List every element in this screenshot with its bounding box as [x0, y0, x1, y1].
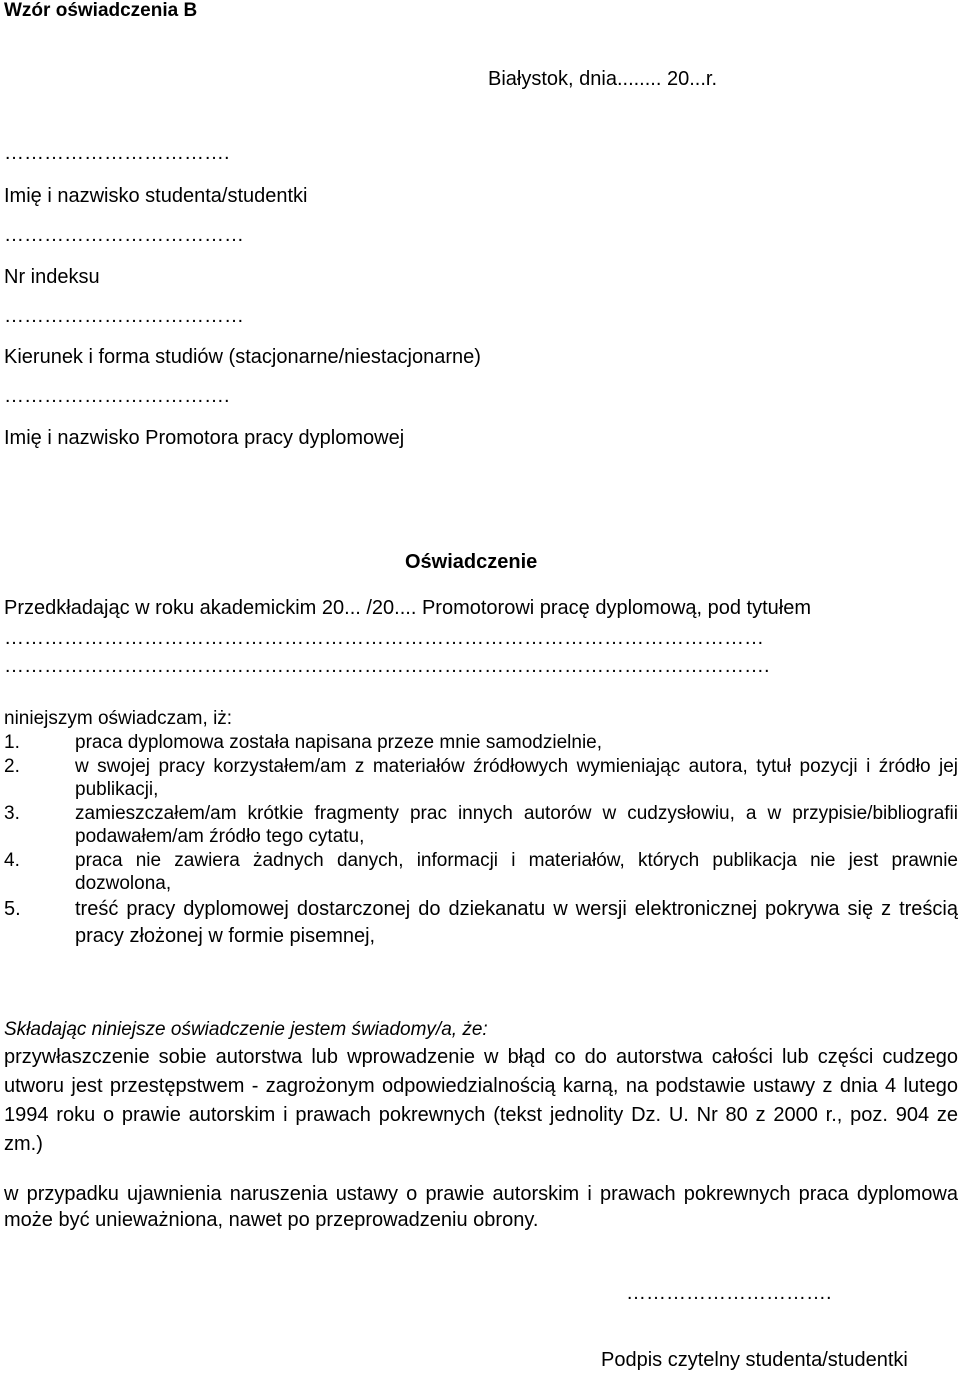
supervisor-name-label: Imię i nazwisko Promotora pracy dyplomowej	[4, 427, 405, 449]
statement-item	[4, 755, 958, 801]
student-name-dots: …………………………….	[4, 142, 230, 164]
statement-item-number: 4.	[4, 850, 20, 871]
awareness-lead: Składając niniejsze oświadczenie jestem świadomy/a, że:	[4, 1019, 488, 1040]
awareness-paragraph-copyright: przywłaszczenie sobie autorstwa lub wprowadzenie w błąd co do autorstwa całości lub części cudzego utworu jest przestępstwem - zagrożonym odpowiedzialnością karną, na podstawie ustawy z dnia 4 lutego 1994 roku o prawie autorskim i prawach pokrewnych (tekst jednolity Dz. U. Nr 80 z 2000 r., poz. 904 ze zm.)	[4, 1046, 958, 1155]
statement-item-text: praca nie zawiera żadnych danych, informacji i materiałów, których publikacja nie jest prawnie dozwolona,	[75, 850, 958, 894]
statement-item	[4, 896, 958, 950]
statement-item-text: zamieszczałem/am krótkie fragmenty prac innych autorów w cudzysłowiu, a w przypisie/bibliografii podawałem/am źródło tego cytatu,	[75, 803, 958, 847]
statement-item-number: 3.	[4, 803, 20, 824]
thesis-title-dots-2: …………………………………………………………………………………………………….	[4, 655, 770, 677]
awareness-paragraph-annulment: w przypadku ujawnienia naruszenia ustawy o prawie autorskim i prawach pokrewnych praca dyplomowa może być unieważniona, nawet po przeprowadzeniu obrony.	[4, 1183, 958, 1231]
index-number-dots: ………………………………	[4, 224, 244, 246]
supervisor-name-dots: …………………………….	[4, 385, 230, 407]
statement-item	[4, 849, 958, 895]
signature-dots: ………………………….	[626, 1282, 832, 1304]
index-number-label: Nr indeksu	[4, 266, 100, 288]
statement-item-number: 2.	[4, 756, 20, 777]
statement-list	[4, 731, 958, 951]
signature-label: Podpis czytelny studenta/studentki	[601, 1349, 908, 1371]
document-title: Wzór oświadczenia B	[4, 0, 198, 21]
statement-item-number: 5.	[4, 898, 21, 920]
statement-title: Oświadczenie	[405, 551, 538, 573]
statement-item-text: treść pracy dyplomowej dostarczonej do dziekanatu w wersji elektronicznej pokrywa się z treścią pracy złożonej w formie pisemnej,	[75, 898, 958, 947]
statement-item	[4, 802, 958, 848]
field-of-study-label: Kierunek i forma studiów (stacjonarne/niestacjonarne)	[4, 346, 481, 368]
statement-lead: niniejszym oświadczam, iż:	[4, 708, 233, 729]
student-name-label: Imię i nazwisko studenta/studentki	[4, 185, 308, 207]
statement-item-number: 1.	[4, 732, 20, 753]
statement-item	[4, 731, 958, 754]
statement-item-text: praca dyplomowa została napisana przeze mnie samodzielnie,	[75, 732, 603, 753]
place-and-date: Białystok, dnia........ 20...r.	[488, 68, 717, 90]
thesis-title-dots-1: ……………………………………………………………………………………………………	[4, 627, 764, 649]
field-of-study-dots: ………………………………	[4, 305, 244, 327]
statement-item-text: w swojej pracy korzystałem/am z materiałów źródłowych wymieniając autora, tytuł pozycji i źródło jej publikacji,	[75, 756, 958, 800]
statement-intro: Przedkładając w roku akademickim 20... /20.... Promotorowi pracę dyplomową, pod tytułem	[4, 597, 812, 619]
